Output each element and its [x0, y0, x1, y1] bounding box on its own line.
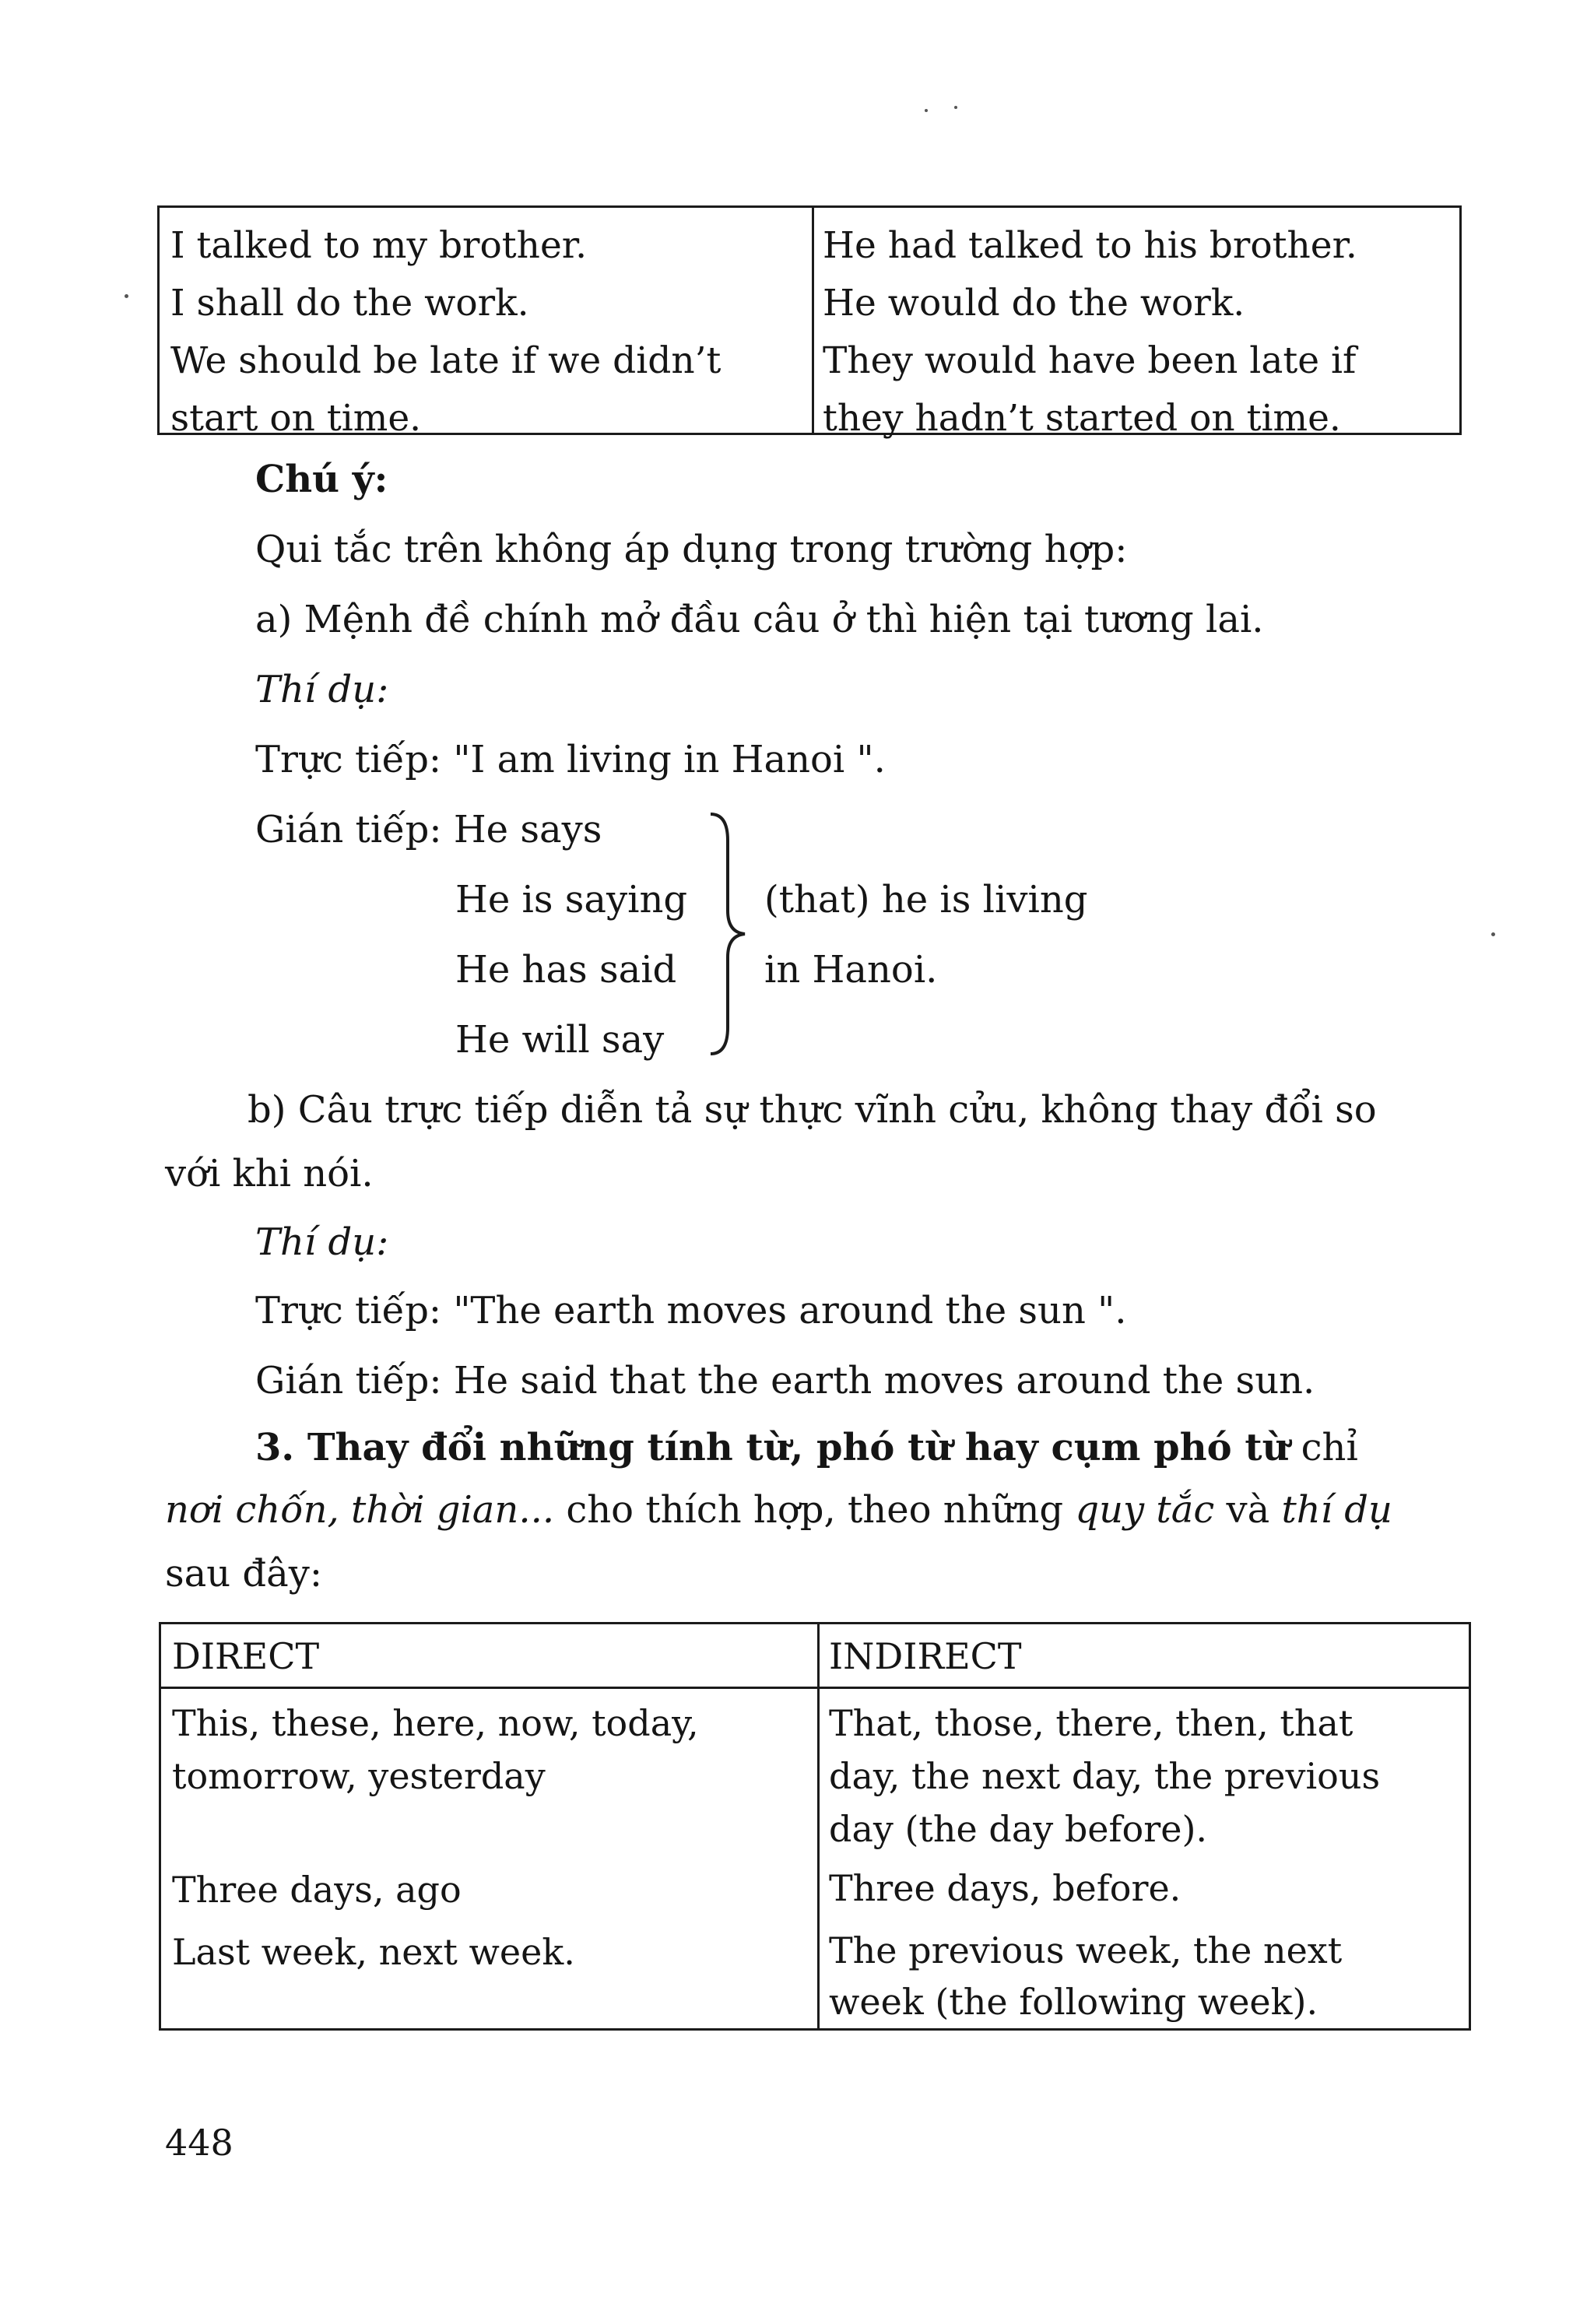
rule-text: Qui tắc trên không áp dụng trong trường hợp:: [255, 528, 1128, 571]
case-b-text: b) Câu trực tiếp diễn tả sự thực vĩnh cửu, không thay đổi so: [248, 1088, 1377, 1132]
direct-example: Trực tiếp: "I am living in Hanoi ".: [255, 738, 886, 781]
table-cell: This, these, here, now, today,: [172, 1702, 699, 1744]
table-line: He had talked to his brother.: [823, 224, 1357, 267]
case-a-text: a) Mệnh đề chính mở đầu câu ở thì hiện tại tương lai.: [255, 598, 1264, 641]
section-heading-bold: 3. Thay đổi những tính từ, phó từ hay cụm phó từ: [255, 1426, 1290, 1469]
variant-line: He has said: [455, 948, 677, 992]
table-line: They would have been late if: [823, 339, 1357, 382]
section-line: [165, 1488, 1392, 1532]
table-line: We should be late if we didn’t: [170, 339, 722, 382]
scan-speck: [954, 106, 957, 109]
table-line: I shall do the work.: [170, 282, 529, 325]
table-column-divider: [812, 208, 814, 433]
result-line: in Hanoi.: [764, 948, 938, 992]
direct-example: Trực tiếp: "The earth moves around the sun ".: [255, 1289, 1127, 1332]
table-cell: Three days, before.: [829, 1867, 1181, 1909]
case-b-continuation: với khi nói.: [165, 1152, 374, 1195]
indirect-example: Gián tiếp: He says: [255, 808, 602, 851]
table-cell: day, the next day, the previous: [829, 1755, 1381, 1797]
result-line: (that) he is living: [764, 878, 1088, 922]
scan-speck: [1491, 932, 1495, 936]
table-line: they hadn’t started on time.: [823, 397, 1341, 440]
table-cell: That, those, there, then, that: [829, 1702, 1353, 1744]
table-line: start on time.: [170, 397, 422, 440]
curly-brace-icon: [704, 809, 751, 1058]
section-heading: [255, 1426, 1358, 1469]
table-cell: week (the following week).: [829, 1981, 1318, 2023]
table-cell: tomorrow, yesterday: [172, 1755, 546, 1797]
example-label: Thí dụ:: [255, 668, 389, 711]
scan-speck: [925, 109, 928, 112]
indirect-example: Gián tiếp: He said that the earth moves around the sun.: [255, 1359, 1315, 1402]
italic-phrase: thí dụ: [1281, 1488, 1392, 1532]
variant-line: He will say: [455, 1018, 665, 1062]
scan-speck: [125, 294, 128, 298]
example-label: Thí dụ:: [255, 1220, 389, 1264]
plain-phrase: cho thích hợp, theo những: [554, 1488, 1076, 1532]
italic-phrase: quy tắc: [1075, 1488, 1215, 1532]
table-line: He would do the work.: [823, 282, 1245, 325]
italic-phrase: nơi chốn, thời gian...: [165, 1488, 555, 1532]
section-line: sau đây:: [165, 1552, 323, 1596]
comparison-table-tenses: [157, 205, 1462, 440]
table-cell: Last week, next week.: [172, 1931, 575, 1973]
table-cell: The previous week, the next: [829, 1929, 1343, 1971]
page-number: 448: [165, 2122, 233, 2164]
table-cell: Three days, ago: [172, 1869, 462, 1911]
table-header-divider: [161, 1687, 1469, 1689]
table-line: I talked to my brother.: [170, 224, 588, 267]
indirect-speech-column: [823, 217, 1357, 448]
variant-line: He is saying: [455, 878, 688, 922]
plain-phrase: và: [1214, 1488, 1282, 1532]
table-header-indirect: INDIRECT: [829, 1635, 1022, 1677]
table-column-divider: [817, 1624, 820, 2028]
direct-speech-column: [170, 217, 721, 448]
section-heading-rest: chỉ: [1289, 1426, 1358, 1469]
table-header-direct: DIRECT: [172, 1635, 320, 1677]
table-cell: day (the day before).: [829, 1808, 1208, 1850]
note-heading: Chú ý:: [255, 458, 388, 501]
direct-indirect-table: [159, 1622, 1471, 2031]
